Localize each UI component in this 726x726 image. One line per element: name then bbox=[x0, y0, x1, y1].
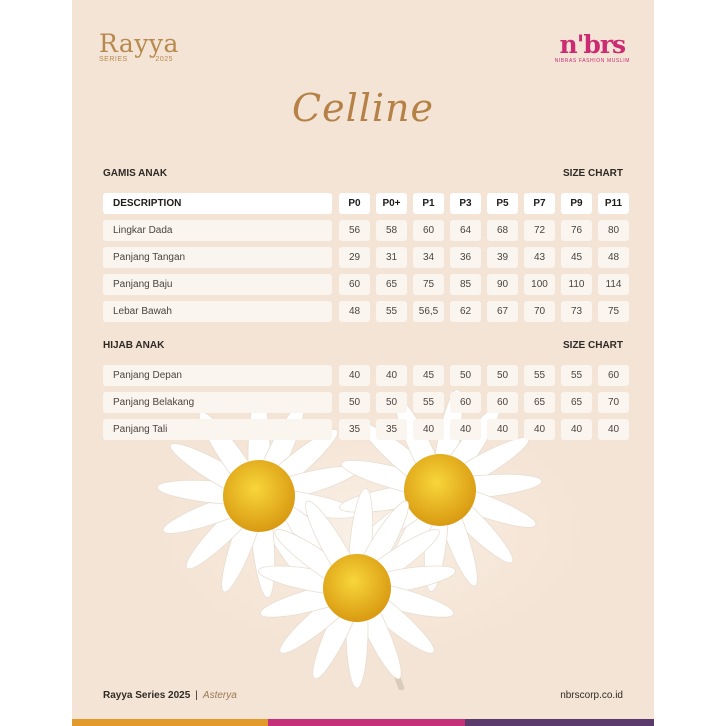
row-description: Lingkar Dada bbox=[103, 220, 332, 241]
size-value-cell: 50 bbox=[487, 365, 518, 386]
size-value-cell: 56,5 bbox=[413, 301, 444, 322]
size-value-cell: 36 bbox=[450, 247, 481, 268]
size-value-cell: 39 bbox=[487, 247, 518, 268]
size-value-cell: 56 bbox=[339, 220, 370, 241]
size-value-cell: 60 bbox=[450, 392, 481, 413]
header-size-cell: P0+ bbox=[376, 193, 407, 214]
size-value-cell: 48 bbox=[598, 247, 629, 268]
size-value-cell: 60 bbox=[413, 220, 444, 241]
size-value-cell: 40 bbox=[413, 419, 444, 440]
size-value-cell: 43 bbox=[524, 247, 555, 268]
size-value-cell: 50 bbox=[450, 365, 481, 386]
size-value-cell: 40 bbox=[524, 419, 555, 440]
size-value-cell: 45 bbox=[561, 247, 592, 268]
size-value-cell: 60 bbox=[598, 365, 629, 386]
size-value-cell: 73 bbox=[561, 301, 592, 322]
logo-mark: n'brs bbox=[559, 30, 626, 59]
footer-collection: Asterya bbox=[202, 690, 237, 701]
size-value-cell: 75 bbox=[598, 301, 629, 322]
size-value-cell: 80 bbox=[598, 220, 629, 241]
size-value-cell: 100 bbox=[524, 274, 555, 295]
size-value-cell: 55 bbox=[413, 392, 444, 413]
size-value-cell: 40 bbox=[376, 365, 407, 386]
header-size-cell: P11 bbox=[598, 193, 629, 214]
row-description: Panjang Baju bbox=[103, 274, 332, 295]
size-value-cell: 60 bbox=[487, 392, 518, 413]
size-value-cell: 90 bbox=[487, 274, 518, 295]
size-value-cell: 65 bbox=[524, 392, 555, 413]
row-description: Panjang Tali bbox=[103, 419, 332, 440]
product-title: Celline bbox=[292, 86, 434, 130]
size-value-cell: 55 bbox=[561, 365, 592, 386]
size-value-cell: 40 bbox=[561, 419, 592, 440]
size-value-cell: 67 bbox=[487, 301, 518, 322]
size-value-cell: 65 bbox=[561, 392, 592, 413]
row-description: Lebar Bawah bbox=[103, 301, 332, 322]
size-value-cell: 65 bbox=[376, 274, 407, 295]
rayya-brand bbox=[99, 30, 179, 63]
footer-bar-purple bbox=[465, 719, 654, 726]
size-value-cell: 50 bbox=[339, 392, 370, 413]
footer-separator: | bbox=[195, 690, 198, 701]
size-value-cell: 35 bbox=[376, 419, 407, 440]
size-value-cell: 40 bbox=[598, 419, 629, 440]
brand-year: 2025 bbox=[155, 56, 173, 63]
footer-series-name: Rayya Series 2025 bbox=[103, 690, 191, 701]
gamis-section-label: GAMIS ANAK bbox=[103, 168, 168, 179]
size-value-cell: 35 bbox=[339, 419, 370, 440]
header-size-cell: P3 bbox=[450, 193, 481, 214]
size-value-cell: 70 bbox=[598, 392, 629, 413]
size-value-cell: 76 bbox=[561, 220, 592, 241]
brand-name: Rayya bbox=[99, 29, 179, 58]
size-value-cell: 114 bbox=[598, 274, 629, 295]
footer-bar-orange bbox=[72, 719, 268, 726]
footer-series bbox=[103, 690, 237, 701]
header-size-cell: P9 bbox=[561, 193, 592, 214]
size-value-cell: 48 bbox=[339, 301, 370, 322]
size-value-cell: 40 bbox=[450, 419, 481, 440]
header-size-cell: P7 bbox=[524, 193, 555, 214]
footer-bar-magenta bbox=[268, 719, 465, 726]
size-value-cell: 45 bbox=[413, 365, 444, 386]
nibras-logo bbox=[555, 32, 630, 64]
footer-website: nbrscorp.co.id bbox=[560, 690, 623, 701]
row-description: Panjang Belakang bbox=[103, 392, 332, 413]
row-description: Panjang Tangan bbox=[103, 247, 332, 268]
size-value-cell: 75 bbox=[413, 274, 444, 295]
logo-tagline: NIBRAS FASHION MUSLIM bbox=[554, 58, 630, 64]
size-value-cell: 55 bbox=[376, 301, 407, 322]
row-description: Panjang Depan bbox=[103, 365, 332, 386]
hijab-size-chart-label: SIZE CHART bbox=[563, 340, 623, 351]
size-value-cell: 60 bbox=[339, 274, 370, 295]
gamis-size-chart-label: SIZE CHART bbox=[563, 168, 623, 179]
size-value-cell: 29 bbox=[339, 247, 370, 268]
size-value-cell: 72 bbox=[524, 220, 555, 241]
size-value-cell: 64 bbox=[450, 220, 481, 241]
size-value-cell: 40 bbox=[487, 419, 518, 440]
header-description: DESCRIPTION bbox=[103, 193, 332, 214]
hijab-section-label: HIJAB ANAK bbox=[103, 340, 165, 351]
size-value-cell: 68 bbox=[487, 220, 518, 241]
size-value-cell: 110 bbox=[561, 274, 592, 295]
header-size-cell: P1 bbox=[413, 193, 444, 214]
size-chart-page bbox=[72, 0, 654, 726]
brand-series: SERIES bbox=[99, 56, 128, 63]
size-value-cell: 85 bbox=[450, 274, 481, 295]
size-value-cell: 50 bbox=[376, 392, 407, 413]
size-value-cell: 70 bbox=[524, 301, 555, 322]
size-value-cell: 34 bbox=[413, 247, 444, 268]
header-size-cell: P0 bbox=[339, 193, 370, 214]
size-value-cell: 62 bbox=[450, 301, 481, 322]
size-value-cell: 58 bbox=[376, 220, 407, 241]
size-value-cell: 40 bbox=[339, 365, 370, 386]
size-value-cell: 55 bbox=[524, 365, 555, 386]
size-value-cell: 31 bbox=[376, 247, 407, 268]
header-size-cell: P5 bbox=[487, 193, 518, 214]
